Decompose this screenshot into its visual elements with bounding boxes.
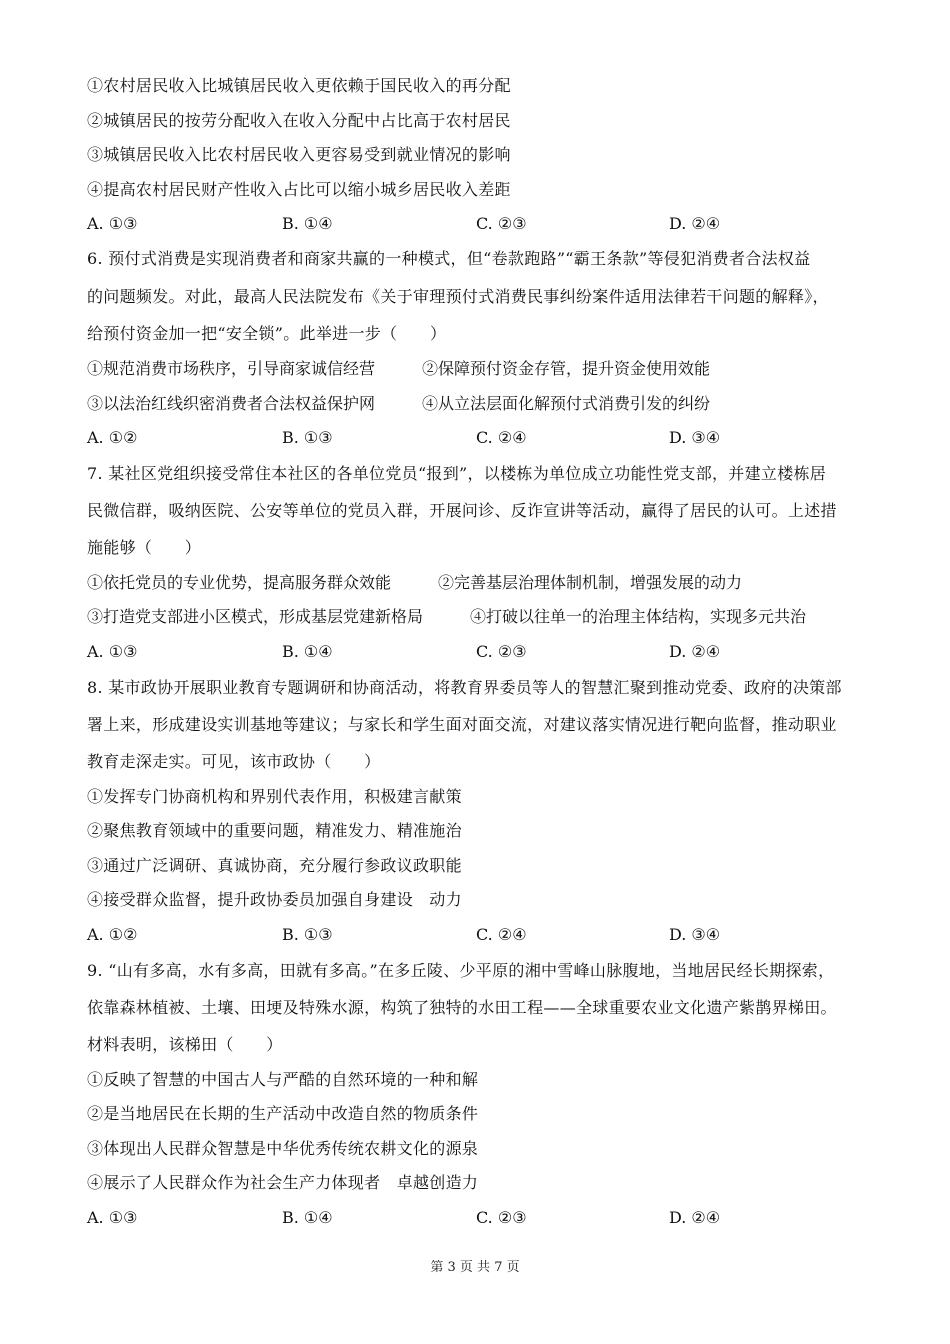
q9-option-c: C. ②③ — [476, 1208, 527, 1227]
q7-option-b: B. ①④ — [282, 642, 333, 661]
q5-statement-2: ②城镇居民的按劳分配收入在收入分配中占比高于农村居民 — [87, 111, 511, 130]
q9-statement-4: ④展示了人民群众作为社会生产力体现者 卓越创造力 — [87, 1173, 479, 1192]
q6-statement-2: ②保障预付资金存管，提升资金使用效能 — [422, 359, 711, 378]
q7-statement-2: ②完善基层治理体制机制，增强发展的动力 — [438, 573, 743, 592]
q9-option-a: A. ①③ — [87, 1208, 138, 1227]
q9-stem-line-2: 依靠森林植被、土壤、田埂及特殊水源，构筑了独特的水田工程——全球重要农业文化遗产紫鹊界梯田。 — [87, 998, 837, 1017]
q5-statement-3: ③城镇居民收入比农村居民收入更容易受到就业情况的影响 — [87, 145, 511, 164]
q7-statement-3: ③打造党支部进小区模式，形成基层党建新格局 — [87, 607, 424, 626]
page-number-footer: 第 3 页 共 7 页 — [430, 1260, 520, 1275]
q8-option-a: A. ①② — [87, 925, 138, 944]
q6-statement-4: ④从立法层面化解预付式消费引发的纠纷 — [422, 394, 711, 413]
q6-stem-line-1: 6. 预付式消费是实现消费者和商家共赢的一种模式，但“卷款跑路”“霸王条款”等侵犯消费者合法权益 — [87, 249, 811, 268]
q7-stem-line-2: 民微信群，吸纳医院、公安等单位的党员入群，开展问诊、反诈宣讲等活动，赢得了居民的认可。上述措 — [87, 501, 837, 520]
q5-option-d: D. ②④ — [669, 214, 721, 233]
q6-statement-3: ③以法治红线织密消费者合法权益保护网 — [87, 394, 376, 413]
q6-option-a: A. ①② — [87, 428, 138, 447]
q7-stem-line-1: 7. 某社区党组织接受常住本社区的各单位党员“报到”，以楼栋为单位成立功能性党支部，并建立楼栋居 — [87, 464, 827, 483]
q8-statement-1: ①发挥专门协商机构和界别代表作用，积极建言献策 — [87, 787, 462, 806]
q6-option-c: C. ②④ — [476, 428, 527, 447]
q6-option-d: D. ③④ — [669, 428, 721, 447]
q9-stem-line-3: 材料表明，该梯田（ ） — [87, 1035, 283, 1054]
q9-stem-line-1: 9. “山有多高，水有多高，田就有多高。”在多丘陵、少平原的湘中雪峰山脉腹地，当地居民经长期探索， — [87, 961, 835, 980]
q8-option-c: C. ②④ — [476, 925, 527, 944]
q6-stem-line-3: 给预付资金加一把“安全锁”。此举进一步（ ） — [87, 324, 447, 343]
q9-statement-2: ②是当地居民在长期的生产活动中改造自然的物质条件 — [87, 1104, 479, 1123]
q8-stem-line-1: 8. 某市政协开展职业教育专题调研和协商活动，将教育界委员等人的智慧汇聚到推动党委、政府的决策部 — [87, 678, 842, 697]
q7-option-c: C. ②③ — [476, 642, 527, 661]
q9-option-d: D. ②④ — [669, 1208, 721, 1227]
q5-statement-4: ④提高农村居民财产性收入占比可以缩小城乡居民收入差距 — [87, 180, 511, 199]
q6-stem-line-2: 的问题频发。对此，最高人民法院发布《关于审理预付式消费民事纠纷案件适用法律若干问题的解释》， — [87, 287, 829, 306]
q5-option-c: C. ②③ — [476, 214, 527, 233]
q5-option-a: A. ①③ — [87, 214, 138, 233]
q5-statement-1: ①农村居民收入比城镇居民收入更依赖于国民收入的再分配 — [87, 76, 511, 95]
q9-statement-1: ①反映了智慧的中国古人与严酷的自然环境的一种和解 — [87, 1070, 479, 1089]
q7-statement-4: ④打破以往单一的治理主体结构，实现多元共治 — [470, 607, 807, 626]
q6-option-b: B. ①③ — [282, 428, 333, 447]
q8-statement-3: ③通过广泛调研、真诚协商，充分履行参政议政职能 — [87, 856, 462, 875]
q8-stem-line-2: 署上来，形成建设实训基地等建议；与家长和学生面对面交流，对建议落实情况进行靶向监督，推动职业 — [87, 715, 837, 734]
q7-stem-line-3: 施能够（ ） — [87, 538, 202, 557]
q8-option-b: B. ①③ — [282, 925, 333, 944]
q7-statement-1: ①依托党员的专业优势，提高服务群众效能 — [87, 573, 392, 592]
q7-option-a: A. ①③ — [87, 642, 138, 661]
q9-option-b: B. ①④ — [282, 1208, 333, 1227]
q5-option-b: B. ①④ — [282, 214, 333, 233]
q8-option-d: D. ③④ — [669, 925, 721, 944]
q8-statement-4: ④接受群众监督，提升政协委员加强自身建设 动力 — [87, 890, 462, 909]
q8-statement-2: ②聚焦教育领域中的重要问题，精准发力、精准施治 — [87, 821, 462, 840]
q7-option-d: D. ②④ — [669, 642, 721, 661]
q8-stem-line-3: 教育走深走实。可见，该市政协（ ） — [87, 752, 381, 771]
q9-statement-3: ③体现出人民群众智慧是中华优秀传统农耕文化的源泉 — [87, 1139, 479, 1158]
q6-statement-1: ①规范消费市场秩序，引导商家诚信经营 — [87, 359, 376, 378]
